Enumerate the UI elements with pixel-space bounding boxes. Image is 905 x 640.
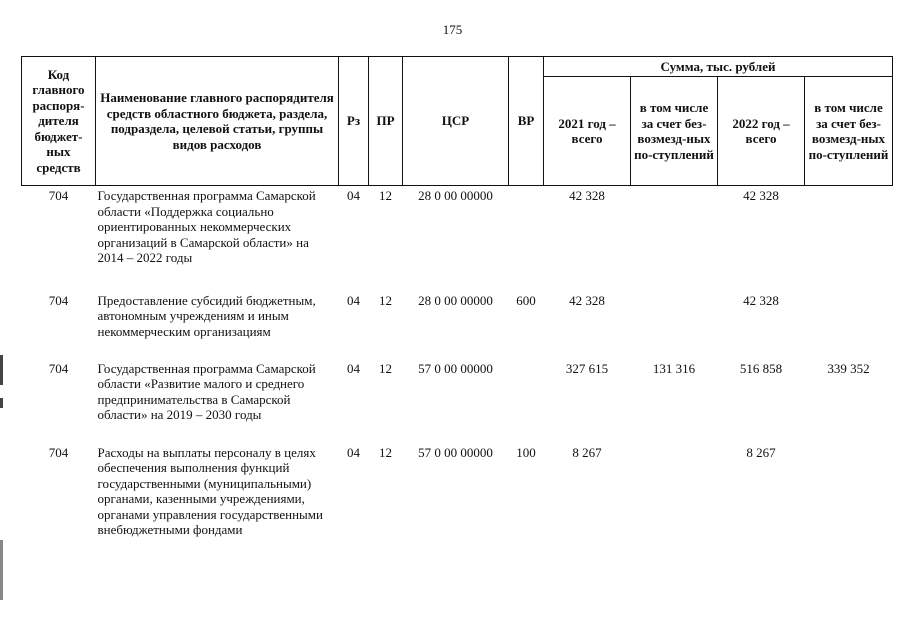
cell-2022-free [805,443,893,593]
header-2021-total: 2021 год – всего [544,77,631,186]
cell-2021-total: 327 615 [565,360,609,376]
cell-pr: 12 [379,188,392,203]
cell-csr: 28 0 00 00000 [418,188,493,203]
cell-name: Расходы на выплаты персоналу в целях обеспечения выполнения функций государственными (муниципальными) органами, казенными учреждениями, органами управления государственными внебюджетными фондами [97,444,323,537]
cell-rz: 04 [347,360,360,376]
cell-2021-total: 42 328 [569,292,605,308]
header-2022-free: в том числе за счет без-возмезд-ных по-ступлений [805,77,893,186]
cell-2022-free [805,291,893,359]
cell-2021-free: 131 316 [652,360,696,376]
header-sum-group: Сумма, тыс. рублей [544,57,893,77]
cell-rz: 04 [347,444,360,460]
cell-code: 704 [48,188,69,203]
header-vr: ВР [509,57,544,186]
cell-name: Государственная программа Самарской области «Развитие малого и среднего предпринимательства в Самарской области» на 2019 – 2030 годы [97,360,316,422]
cell-code: 704 [48,360,69,376]
table-header-row [22,57,893,77]
cell-2022-total: 42 328 [743,292,779,308]
table-row [22,186,893,291]
cell-2022-free: 339 352 [827,360,870,376]
cell-2022-total: 8 267 [746,444,776,460]
page-number: 175 [442,22,463,37]
cell-2021-free [631,186,718,291]
cell-2022-total: 516 858 [739,360,783,376]
header-csr: ЦСР [403,57,509,186]
table-row [22,359,893,443]
cell-name: Государственная программа Самарской области «Поддержка социально ориентированных некоммерческих организаций в Самарской области» на 2014 – 2022 годы [97,188,316,265]
header-name: Наименование главного распорядителя средств областного бюджета, раздела, подраздела, целевой статьи, группы видов расходов [96,57,339,186]
table-row [22,291,893,359]
header-2022-total: 2022 год – всего [718,77,805,186]
cell-vr: 600 [516,292,536,308]
cell-2022-total: 42 328 [743,188,779,203]
budget-table [21,56,893,593]
cell-2021-free [631,443,718,593]
cell-name: Предоставление субсидий бюджетным, автономным учреждениям и иным некоммерческим организациям [97,292,316,339]
cell-vr [509,359,544,443]
cell-rz: 04 [347,188,360,203]
cell-2022-free [805,186,893,291]
cell-pr: 12 [379,292,392,308]
cell-csr: 28 0 00 00000 [418,292,493,308]
cell-pr: 12 [379,360,392,376]
cell-pr: 12 [379,444,392,460]
cell-2021-total: 8 267 [572,444,602,460]
cell-2021-free [631,291,718,359]
cell-vr: 100 [516,444,536,460]
header-rz: Рз [339,57,369,186]
table-row [22,443,893,593]
cell-csr: 57 0 00 00000 [418,360,493,376]
cell-code: 704 [48,292,69,308]
header-2021-free: в том числе за счет без-возмезд-ных по-ступлений [631,77,718,186]
header-pr: ПР [369,57,403,186]
cell-csr: 57 0 00 00000 [418,444,493,460]
cell-rz: 04 [347,292,360,308]
header-code: Код главного распоря-дителя бюджет-ных средств [22,57,96,186]
scan-edge-marks [0,0,3,640]
cell-vr [509,186,544,291]
cell-2021-total: 42 328 [569,188,605,203]
cell-code: 704 [48,444,69,460]
